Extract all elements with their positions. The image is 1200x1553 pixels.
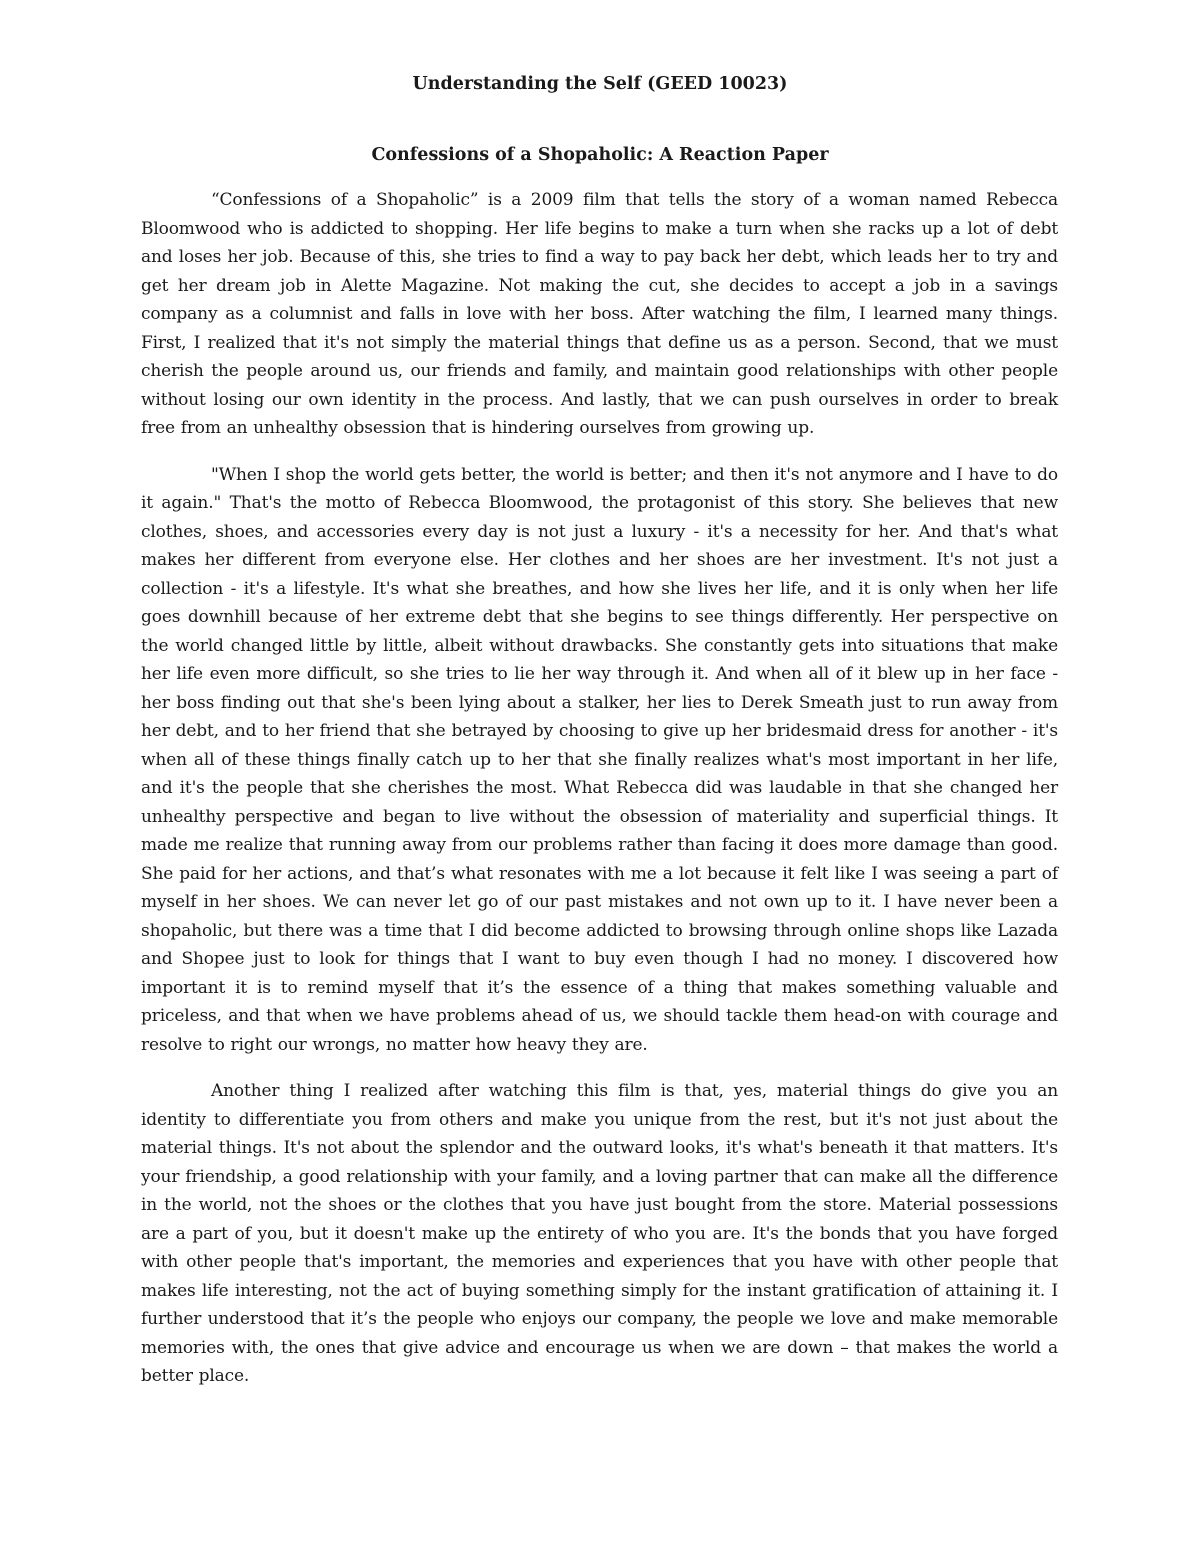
document-body <box>141 186 1058 1409</box>
paragraph-1: “Confessions of a Shopaholic” is a 2009 film that tells the story of a woman named Rebecca Bloomwood who is addicted to shopping. Her life begins to make a turn when she racks up a lot of debt and loses her job. Because of this, she tries to find a way to pay back her debt, which leads her to try and get her dream job in Alette Magazine. Not making the cut, she decides to accept a job in a savings company as a columnist and falls in love with her boss. After watching the film, I learned many things. First, I realized that it's not simply the material things that define us as a person. Second, that we must cherish the people around us, our friends and family, and maintain good relationships with other people without losing our own identity in the process. And lastly, that we can push ourselves in order to break free from an unhealthy obsession that is hindering ourselves from growing up. <box>141 190 1058 438</box>
paragraph-2: "When I shop the world gets better, the world is better; and then it's not anymore and I have to do it again." That's the motto of Rebecca Bloomwood, the protagonist of this story. She believes that new clothes, shoes, and accessories every day is not just a luxury - it's a necessity for her. And that's what makes her different from everyone else. Her clothes and her shoes are her investment. It's not just a collection - it's a lifestyle. It's what she breathes, and how she lives her life, and it is only when her life goes downhill because of her extreme debt that she begins to see things differently. Her perspective on the world changed little by little, albeit without drawbacks. She constantly gets into situations that make her life even more difficult, so she tries to lie her way through it. And when all of it blew up in her face - her boss finding out that she's been lying about a stalker, her lies to Derek Smeath just to run away from her debt, and to her friend that she betrayed by choosing to give up her bridesmaid dress for another - it's when all of these things finally catch up to her that she finally realizes what's most important in her life, and it's the people that she cherishes the most. What Rebecca did was laudable in that she changed her unhealthy perspective and began to live without the obsession of materiality and superficial things. It made me realize that running away from our problems rather than facing it does more damage than good. She paid for her actions, and that’s what resonates with me a lot because it felt like I was seeing a part of myself in her shoes. We can never let go of our past mistakes and not own up to it. I have never been a shopaholic, but there was a time that I did become addicted to browsing through online shops like Lazada and Shopee just to look for things that I want to buy even though I had no money. I discovered how important it is to remind myself that it’s the essence of a thing that makes something valuable and priceless, and that when we have problems ahead of us, we should tackle them head-on with courage and resolve to right our wrongs, no matter how heavy they are. <box>141 464 1058 1055</box>
paper-title: Confessions of a Shopaholic: A Reaction Paper <box>371 145 829 165</box>
course-title: Understanding the Self (GEED 10023) <box>412 74 788 94</box>
paragraph-3: Another thing I realized after watching this film is that, yes, material things do give you an identity to differentiate you from others and make you unique from the rest, but it's not just about the material things. It's not about the splendor and the outward looks, it's what's beneath it that matters. It's your friendship, a good relationship with your family, and a loving partner that can make all the difference in the world, not the shoes or the clothes that you have just bought from the store. Material possessions are a part of you, but it doesn't make up the entirety of who you are. It's the bonds that you have forged with other people that's important, the memories and experiences that you have with other people that makes life interesting, not the act of buying something simply for the instant gratification of attaining it. I further understood that it’s the people who enjoys our company, the people we love and make memorable memories with, the ones that give advice and encourage us when we are down – that makes the world a better place. <box>141 1081 1058 1386</box>
